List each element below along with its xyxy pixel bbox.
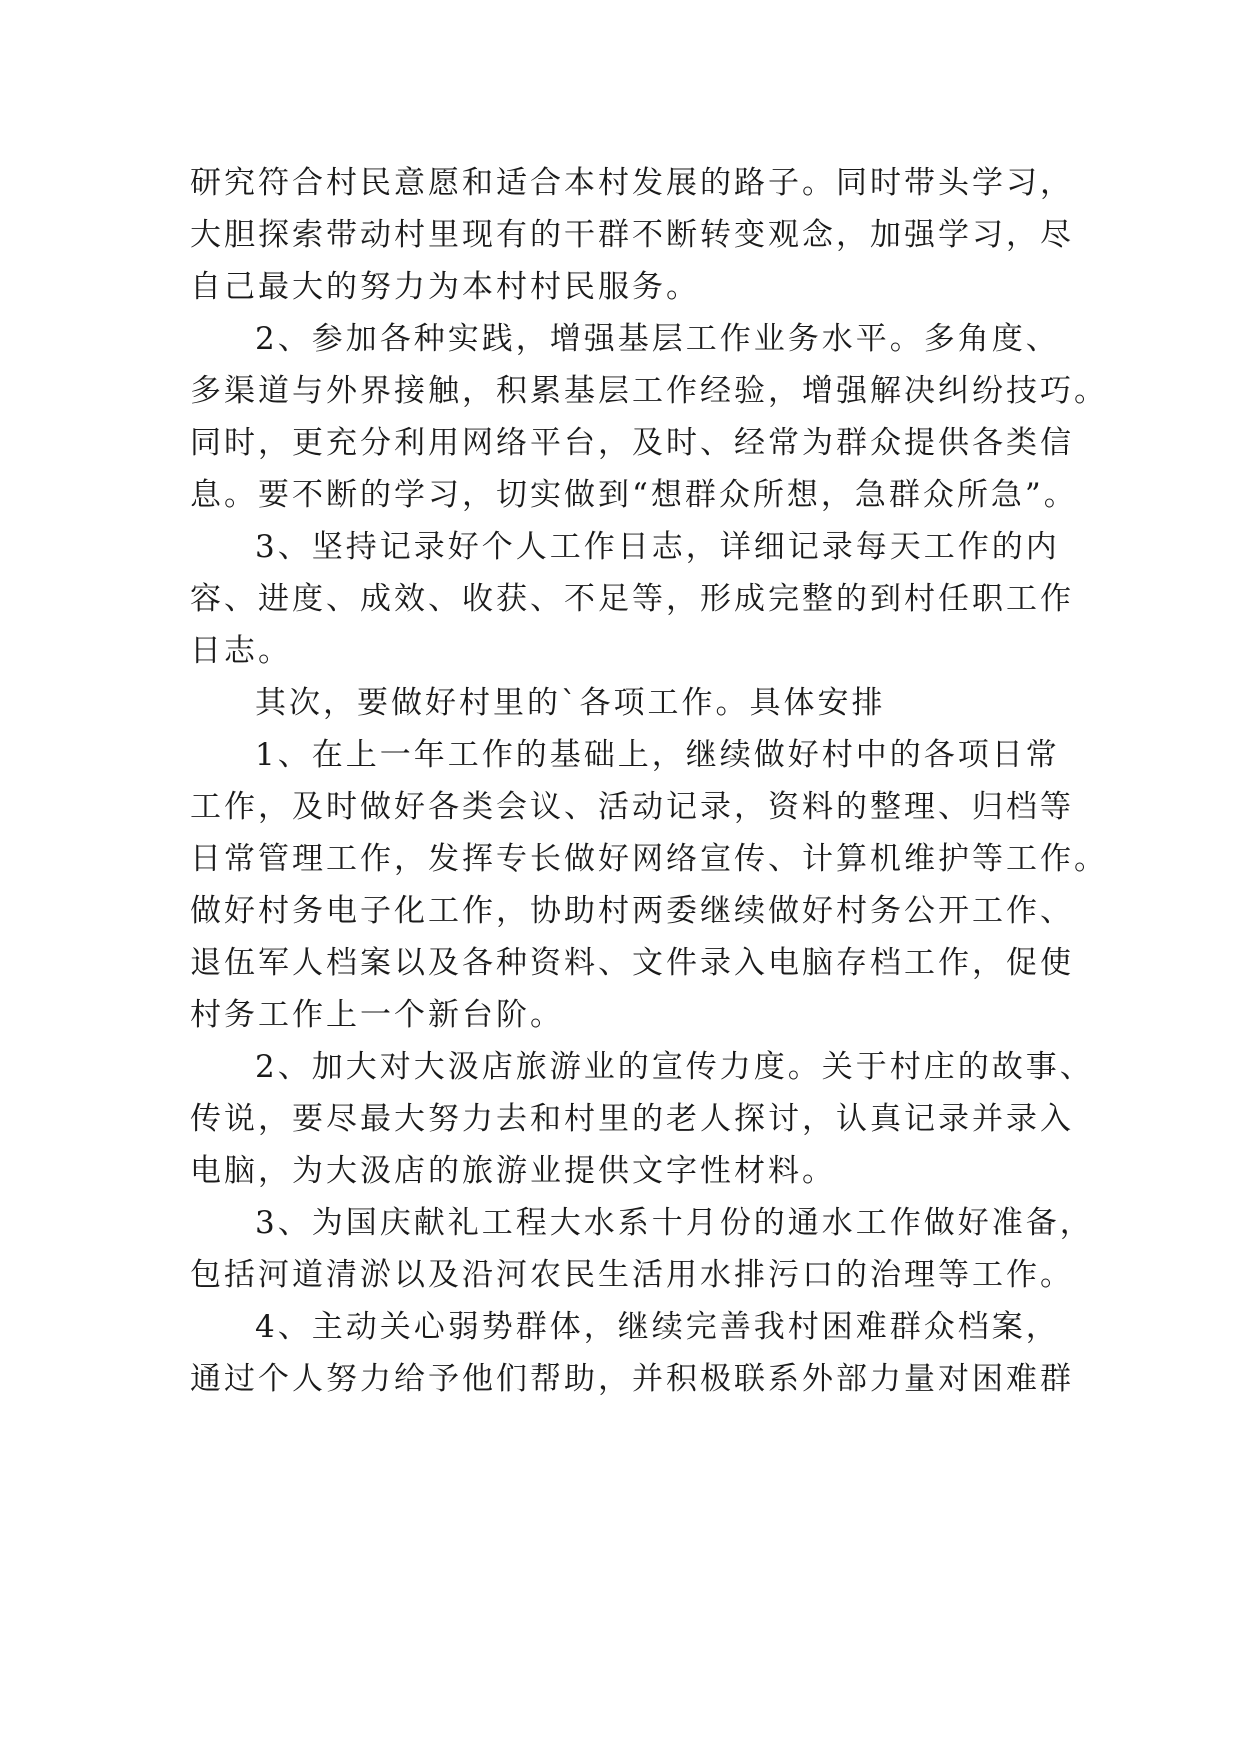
text-line: 电脑，为大汲店的旅游业提供文字性材料。 — [190, 1153, 836, 1189]
text-line: 4、主动关心弱势群体，继续完善我村困难群众档案， — [255, 1309, 1060, 1345]
text-line: 大胆探索带动村里现有的干群不断转变观念，加强学习，尽 — [190, 217, 1074, 253]
text-line: 传说，要尽最大努力去和村里的老人探讨，认真记录并录入 — [190, 1101, 1074, 1137]
text-line: 其次，要做好村里的`各项工作。具体安排 — [255, 685, 886, 721]
text-line: 息。要不断的学习，切实做到“想群众所想，急群众所急”。 — [190, 477, 1078, 513]
text-line: 自己最大的努力为本村村民服务。 — [190, 269, 700, 305]
text-line: 2、参加各种实践，增强基层工作业务水平。多角度、 — [255, 321, 1060, 357]
text-line: 同时，更充分利用网络平台，及时、经常为群众提供各类信 — [190, 425, 1074, 461]
text-line: 通过个人努力给予他们帮助，并积极联系外部力量对困难群 — [190, 1361, 1074, 1397]
text-line: 1、在上一年工作的基础上，继续做好村中的各项日常 — [255, 737, 1060, 773]
text-line: 多渠道与外界接触，积累基层工作经验，增强解决纠纷技巧。 — [190, 373, 1108, 409]
text-line: 2、加大对大汲店旅游业的宣传力度。关于村庄的故事、 — [255, 1049, 1094, 1085]
text-line: 村务工作上一个新台阶。 — [190, 997, 564, 1033]
text-line: 工作，及时做好各类会议、活动记录，资料的整理、归档等 — [190, 789, 1074, 825]
text-line: 退伍军人档案以及各种资料、文件录入电脑存档工作，促使 — [190, 945, 1074, 981]
text-line: 研究符合村民意愿和适合本村发展的路子。同时带头学习， — [190, 165, 1074, 201]
text-line: 3、坚持记录好个人工作日志，详细记录每天工作的内 — [255, 529, 1060, 565]
text-line: 容、进度、成效、收获、不足等，形成完整的到村任职工作 — [190, 581, 1074, 617]
text-line: 包括河道清淤以及沿河农民生活用水排污口的治理等工作。 — [190, 1257, 1074, 1293]
text-line: 3、为国庆献礼工程大水系十月份的通水工作做好准备， — [255, 1205, 1094, 1241]
document-body — [190, 157, 1108, 1405]
text-line: 日志。 — [190, 633, 292, 669]
text-line: 做好村务电子化工作，协助村两委继续做好村务公开工作、 — [190, 893, 1074, 929]
text-line: 日常管理工作，发挥专长做好网络宣传、计算机维护等工作。 — [190, 841, 1108, 877]
